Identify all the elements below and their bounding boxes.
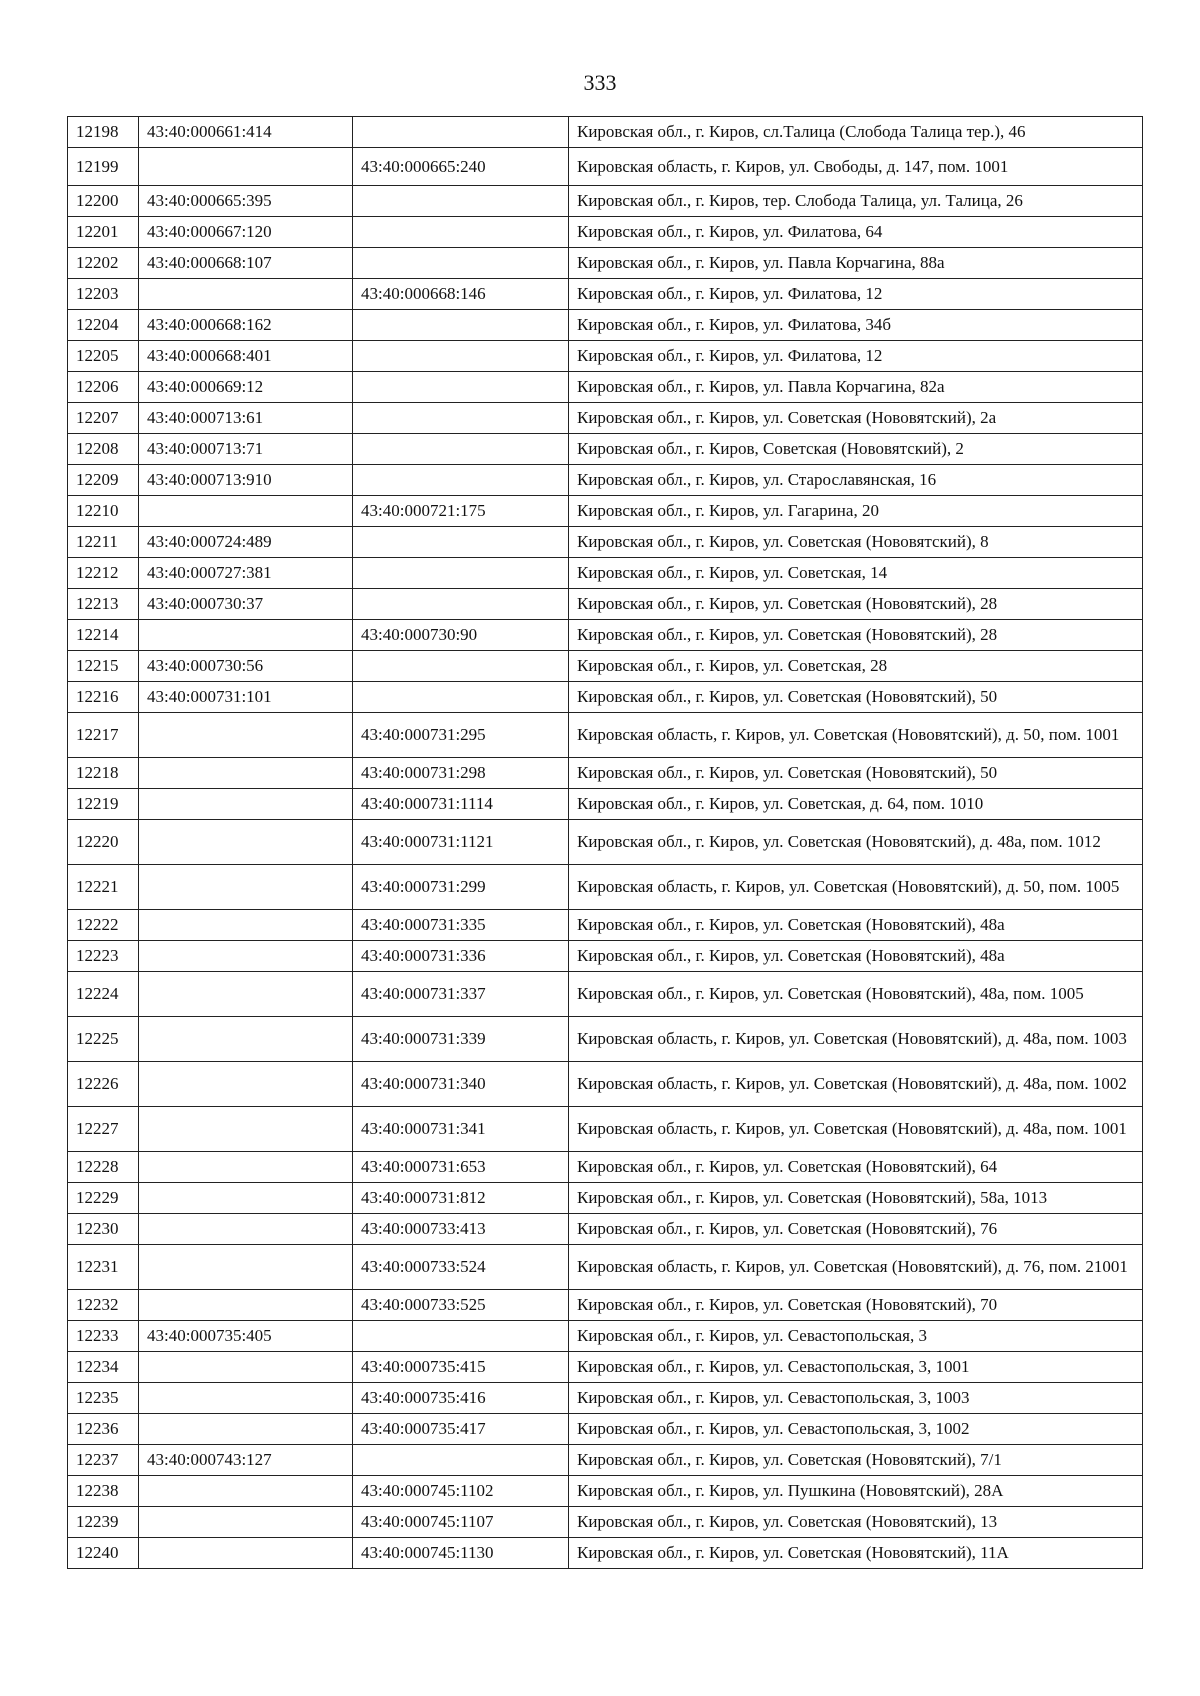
building-cadastral-number-cell: 43:40:000731:339 (353, 1017, 569, 1062)
row-number-cell: 12240 (68, 1538, 139, 1569)
table-row (68, 372, 1143, 403)
table-row (68, 1245, 1143, 1290)
land-cadastral-number-cell (139, 941, 353, 972)
address-cell: Кировская обл., г. Киров, ул. Филатова, 12 (569, 341, 1143, 372)
row-number-cell: 12199 (68, 148, 139, 186)
row-number-cell: 12200 (68, 186, 139, 217)
table-row (68, 558, 1143, 589)
table-row (68, 1445, 1143, 1476)
row-number-cell: 12204 (68, 310, 139, 341)
registry-table (67, 116, 1143, 1569)
row-number-cell: 12216 (68, 682, 139, 713)
land-cadastral-number-cell: 43:40:000661:414 (139, 117, 353, 148)
land-cadastral-number-cell (139, 1107, 353, 1152)
building-cadastral-number-cell (353, 465, 569, 496)
building-cadastral-number-cell (353, 558, 569, 589)
building-cadastral-number-cell: 43:40:000731:295 (353, 713, 569, 758)
table-row (68, 620, 1143, 651)
address-cell: Кировская область, г. Киров, ул. Свободы, д. 147, пом. 1001 (569, 148, 1143, 186)
table-row (68, 341, 1143, 372)
address-cell: Кировская обл., г. Киров, ул. Павла Корчагина, 88а (569, 248, 1143, 279)
row-number-cell: 12237 (68, 1445, 139, 1476)
building-cadastral-number-cell: 43:40:000735:415 (353, 1352, 569, 1383)
address-cell: Кировская обл., г. Киров, ул. Павла Корчагина, 82а (569, 372, 1143, 403)
land-cadastral-number-cell: 43:40:000713:910 (139, 465, 353, 496)
row-number-cell: 12207 (68, 403, 139, 434)
row-number-cell: 12217 (68, 713, 139, 758)
building-cadastral-number-cell (353, 248, 569, 279)
row-number-cell: 12202 (68, 248, 139, 279)
building-cadastral-number-cell: 43:40:000745:1107 (353, 1507, 569, 1538)
table-row (68, 1538, 1143, 1569)
table-row (68, 186, 1143, 217)
land-cadastral-number-cell: 43:40:000667:120 (139, 217, 353, 248)
building-cadastral-number-cell: 43:40:000735:417 (353, 1414, 569, 1445)
row-number-cell: 12224 (68, 972, 139, 1017)
table-row (68, 713, 1143, 758)
row-number-cell: 12203 (68, 279, 139, 310)
table-row (68, 941, 1143, 972)
address-cell: Кировская обл., г. Киров, ул. Филатова, 12 (569, 279, 1143, 310)
row-number-cell: 12231 (68, 1245, 139, 1290)
table-row (68, 1352, 1143, 1383)
land-cadastral-number-cell (139, 1352, 353, 1383)
address-cell: Кировская область, г. Киров, ул. Советская (Нововятский), д. 76, пом. 21001 (569, 1245, 1143, 1290)
table-row (68, 682, 1143, 713)
address-cell: Кировская обл., г. Киров, ул. Гагарина, 20 (569, 496, 1143, 527)
row-number-cell: 12226 (68, 1062, 139, 1107)
table-row (68, 972, 1143, 1017)
address-cell: Кировская обл., г. Киров, тер. Слобода Талица, ул. Талица, 26 (569, 186, 1143, 217)
building-cadastral-number-cell (353, 403, 569, 434)
land-cadastral-number-cell: 43:40:000668:162 (139, 310, 353, 341)
table-row (68, 403, 1143, 434)
row-number-cell: 12239 (68, 1507, 139, 1538)
row-number-cell: 12227 (68, 1107, 139, 1152)
registry-table-body (68, 117, 1143, 1569)
row-number-cell: 12201 (68, 217, 139, 248)
land-cadastral-number-cell: 43:40:000731:101 (139, 682, 353, 713)
land-cadastral-number-cell: 43:40:000669:12 (139, 372, 353, 403)
building-cadastral-number-cell: 43:40:000731:299 (353, 865, 569, 910)
building-cadastral-number-cell: 43:40:000735:416 (353, 1383, 569, 1414)
building-cadastral-number-cell (353, 682, 569, 713)
building-cadastral-number-cell: 43:40:000731:1121 (353, 820, 569, 865)
table-row (68, 217, 1143, 248)
row-number-cell: 12210 (68, 496, 139, 527)
building-cadastral-number-cell (353, 186, 569, 217)
row-number-cell: 12215 (68, 651, 139, 682)
row-number-cell: 12214 (68, 620, 139, 651)
table-row (68, 248, 1143, 279)
land-cadastral-number-cell: 43:40:000713:61 (139, 403, 353, 434)
address-cell: Кировская обл., г. Киров, ул. Советская, д. 64, пом. 1010 (569, 789, 1143, 820)
table-row (68, 1414, 1143, 1445)
building-cadastral-number-cell: 43:40:000731:812 (353, 1183, 569, 1214)
address-cell: Кировская обл., г. Киров, ул. Советская (Нововятский), 2а (569, 403, 1143, 434)
row-number-cell: 12221 (68, 865, 139, 910)
table-row (68, 1290, 1143, 1321)
row-number-cell: 12225 (68, 1017, 139, 1062)
address-cell: Кировская область, г. Киров, ул. Советская (Нововятский), д. 48а, пом. 1001 (569, 1107, 1143, 1152)
building-cadastral-number-cell (353, 310, 569, 341)
table-row (68, 434, 1143, 465)
land-cadastral-number-cell (139, 496, 353, 527)
row-number-cell: 12234 (68, 1352, 139, 1383)
land-cadastral-number-cell (139, 1538, 353, 1569)
row-number-cell: 12198 (68, 117, 139, 148)
land-cadastral-number-cell (139, 279, 353, 310)
table-row (68, 820, 1143, 865)
land-cadastral-number-cell: 43:40:000724:489 (139, 527, 353, 558)
table-row (68, 910, 1143, 941)
land-cadastral-number-cell (139, 1214, 353, 1245)
address-cell: Кировская область, г. Киров, ул. Советская (Нововятский), д. 48а, пом. 1002 (569, 1062, 1143, 1107)
row-number-cell: 12212 (68, 558, 139, 589)
table-row (68, 651, 1143, 682)
row-number-cell: 12235 (68, 1383, 139, 1414)
land-cadastral-number-cell (139, 148, 353, 186)
row-number-cell: 12205 (68, 341, 139, 372)
land-cadastral-number-cell (139, 1476, 353, 1507)
land-cadastral-number-cell: 43:40:000730:56 (139, 651, 353, 682)
row-number-cell: 12232 (68, 1290, 139, 1321)
building-cadastral-number-cell: 43:40:000745:1130 (353, 1538, 569, 1569)
address-cell: Кировская обл., г. Киров, ул. Советская (Нововятский), 28 (569, 589, 1143, 620)
address-cell: Кировская обл., г. Киров, ул. Советская (Нововятский), 58а, 1013 (569, 1183, 1143, 1214)
address-cell: Кировская обл., г. Киров, ул. Советская (Нововятский), 50 (569, 758, 1143, 789)
address-cell: Кировская обл., г. Киров, ул. Советская (Нововятский), 70 (569, 1290, 1143, 1321)
table-row (68, 865, 1143, 910)
building-cadastral-number-cell: 43:40:000731:653 (353, 1152, 569, 1183)
row-number-cell: 12209 (68, 465, 139, 496)
address-cell: Кировская обл., г. Киров, ул. Советская (Нововятский), 64 (569, 1152, 1143, 1183)
row-number-cell: 12230 (68, 1214, 139, 1245)
table-row (68, 1107, 1143, 1152)
land-cadastral-number-cell: 43:40:000743:127 (139, 1445, 353, 1476)
table-row (68, 789, 1143, 820)
row-number-cell: 12211 (68, 527, 139, 558)
address-cell: Кировская обл., г. Киров, ул. Советская (Нововятский), 50 (569, 682, 1143, 713)
row-number-cell: 12222 (68, 910, 139, 941)
row-number-cell: 12206 (68, 372, 139, 403)
land-cadastral-number-cell (139, 1062, 353, 1107)
address-cell: Кировская обл., г. Киров, ул. Советская (Нововятский), 48а, пом. 1005 (569, 972, 1143, 1017)
address-cell: Кировская обл., г. Киров, ул. Пушкина (Нововятский), 28А (569, 1476, 1143, 1507)
address-cell: Кировская обл., г. Киров, ул. Советская (Нововятский), 13 (569, 1507, 1143, 1538)
table-row (68, 310, 1143, 341)
building-cadastral-number-cell (353, 1321, 569, 1352)
building-cadastral-number-cell: 43:40:000731:337 (353, 972, 569, 1017)
land-cadastral-number-cell (139, 972, 353, 1017)
address-cell: Кировская обл., г. Киров, ул. Филатова, 34б (569, 310, 1143, 341)
building-cadastral-number-cell (353, 341, 569, 372)
row-number-cell: 12208 (68, 434, 139, 465)
land-cadastral-number-cell (139, 1507, 353, 1538)
row-number-cell: 12219 (68, 789, 139, 820)
address-cell: Кировская обл., г. Киров, ул. Советская (Нововятский), 11А (569, 1538, 1143, 1569)
table-row (68, 1507, 1143, 1538)
building-cadastral-number-cell (353, 651, 569, 682)
land-cadastral-number-cell: 43:40:000713:71 (139, 434, 353, 465)
table-row (68, 1062, 1143, 1107)
land-cadastral-number-cell (139, 820, 353, 865)
row-number-cell: 12213 (68, 589, 139, 620)
table-row (68, 1321, 1143, 1352)
land-cadastral-number-cell (139, 1245, 353, 1290)
table-row (68, 1476, 1143, 1507)
table-row (68, 758, 1143, 789)
land-cadastral-number-cell (139, 1383, 353, 1414)
land-cadastral-number-cell: 43:40:000668:401 (139, 341, 353, 372)
page-number: 333 (583, 70, 617, 95)
row-number-cell: 12223 (68, 941, 139, 972)
address-cell: Кировская обл., г. Киров, ул. Советская (Нововятский), 8 (569, 527, 1143, 558)
land-cadastral-number-cell (139, 865, 353, 910)
table-row (68, 1383, 1143, 1414)
address-cell: Кировская обл., г. Киров, ул. Советская (Нововятский), 28 (569, 620, 1143, 651)
building-cadastral-number-cell: 43:40:000668:146 (353, 279, 569, 310)
table-row (68, 1183, 1143, 1214)
land-cadastral-number-cell: 43:40:000735:405 (139, 1321, 353, 1352)
table-row (68, 148, 1143, 186)
table-row (68, 1017, 1143, 1062)
building-cadastral-number-cell: 43:40:000733:525 (353, 1290, 569, 1321)
building-cadastral-number-cell (353, 527, 569, 558)
table-row (68, 589, 1143, 620)
land-cadastral-number-cell (139, 758, 353, 789)
land-cadastral-number-cell (139, 1414, 353, 1445)
address-cell: Кировская обл., г. Киров, ул. Севастопольская, 3 (569, 1321, 1143, 1352)
row-number-cell: 12238 (68, 1476, 139, 1507)
land-cadastral-number-cell (139, 620, 353, 651)
address-cell: Кировская обл., г. Киров, ул. Севастопольская, 3, 1003 (569, 1383, 1143, 1414)
building-cadastral-number-cell: 43:40:000721:175 (353, 496, 569, 527)
address-cell: Кировская обл., г. Киров, ул. Советская (Нововятский), 48а (569, 941, 1143, 972)
building-cadastral-number-cell: 43:40:000731:1114 (353, 789, 569, 820)
table-row (68, 496, 1143, 527)
building-cadastral-number-cell: 43:40:000745:1102 (353, 1476, 569, 1507)
building-cadastral-number-cell: 43:40:000731:340 (353, 1062, 569, 1107)
building-cadastral-number-cell (353, 217, 569, 248)
building-cadastral-number-cell (353, 372, 569, 403)
address-cell: Кировская обл., г. Киров, ул. Севастопольская, 3, 1002 (569, 1414, 1143, 1445)
land-cadastral-number-cell (139, 713, 353, 758)
land-cadastral-number-cell (139, 1017, 353, 1062)
land-cadastral-number-cell: 43:40:000727:381 (139, 558, 353, 589)
land-cadastral-number-cell (139, 1152, 353, 1183)
building-cadastral-number-cell: 43:40:000733:524 (353, 1245, 569, 1290)
row-number-cell: 12233 (68, 1321, 139, 1352)
row-number-cell: 12229 (68, 1183, 139, 1214)
address-cell: Кировская обл., г. Киров, ул. Советская, 14 (569, 558, 1143, 589)
address-cell: Кировская обл., г. Киров, ул. Севастопольская, 3, 1001 (569, 1352, 1143, 1383)
building-cadastral-number-cell (353, 1445, 569, 1476)
row-number-cell: 12236 (68, 1414, 139, 1445)
table-row (68, 1152, 1143, 1183)
table-row (68, 1214, 1143, 1245)
building-cadastral-number-cell (353, 117, 569, 148)
address-cell: Кировская область, г. Киров, ул. Советская (Нововятский), д. 50, пом. 1005 (569, 865, 1143, 910)
address-cell: Кировская обл., г. Киров, ул. Советская (Нововятский), д. 48а, пом. 1012 (569, 820, 1143, 865)
building-cadastral-number-cell: 43:40:000665:240 (353, 148, 569, 186)
table-row (68, 527, 1143, 558)
building-cadastral-number-cell (353, 589, 569, 620)
address-cell: Кировская обл., г. Киров, ул. Советская (Нововятский), 48а (569, 910, 1143, 941)
address-cell: Кировская обл., г. Киров, ул. Советская (Нововятский), 76 (569, 1214, 1143, 1245)
building-cadastral-number-cell (353, 434, 569, 465)
building-cadastral-number-cell: 43:40:000733:413 (353, 1214, 569, 1245)
address-cell: Кировская обл., г. Киров, ул. Советская (Нововятский), 7/1 (569, 1445, 1143, 1476)
table-row (68, 465, 1143, 496)
land-cadastral-number-cell (139, 910, 353, 941)
address-cell: Кировская обл., г. Киров, сл.Талица (Слобода Талица тер.), 46 (569, 117, 1143, 148)
building-cadastral-number-cell: 43:40:000730:90 (353, 620, 569, 651)
address-cell: Кировская область, г. Киров, ул. Советская (Нововятский), д. 48а, пом. 1003 (569, 1017, 1143, 1062)
table-row (68, 279, 1143, 310)
row-number-cell: 12218 (68, 758, 139, 789)
building-cadastral-number-cell: 43:40:000731:335 (353, 910, 569, 941)
address-cell: Кировская обл., г. Киров, ул. Старославянская, 16 (569, 465, 1143, 496)
table-row (68, 117, 1143, 148)
building-cadastral-number-cell: 43:40:000731:336 (353, 941, 569, 972)
row-number-cell: 12220 (68, 820, 139, 865)
land-cadastral-number-cell: 43:40:000665:395 (139, 186, 353, 217)
land-cadastral-number-cell (139, 789, 353, 820)
address-cell: Кировская обл., г. Киров, Советская (Нововятский), 2 (569, 434, 1143, 465)
address-cell: Кировская обл., г. Киров, ул. Филатова, 64 (569, 217, 1143, 248)
building-cadastral-number-cell: 43:40:000731:298 (353, 758, 569, 789)
address-cell: Кировская область, г. Киров, ул. Советская (Нововятский), д. 50, пом. 1001 (569, 713, 1143, 758)
row-number-cell: 12228 (68, 1152, 139, 1183)
building-cadastral-number-cell: 43:40:000731:341 (353, 1107, 569, 1152)
land-cadastral-number-cell (139, 1183, 353, 1214)
land-cadastral-number-cell: 43:40:000730:37 (139, 589, 353, 620)
land-cadastral-number-cell (139, 1290, 353, 1321)
address-cell: Кировская обл., г. Киров, ул. Советская, 28 (569, 651, 1143, 682)
land-cadastral-number-cell: 43:40:000668:107 (139, 248, 353, 279)
